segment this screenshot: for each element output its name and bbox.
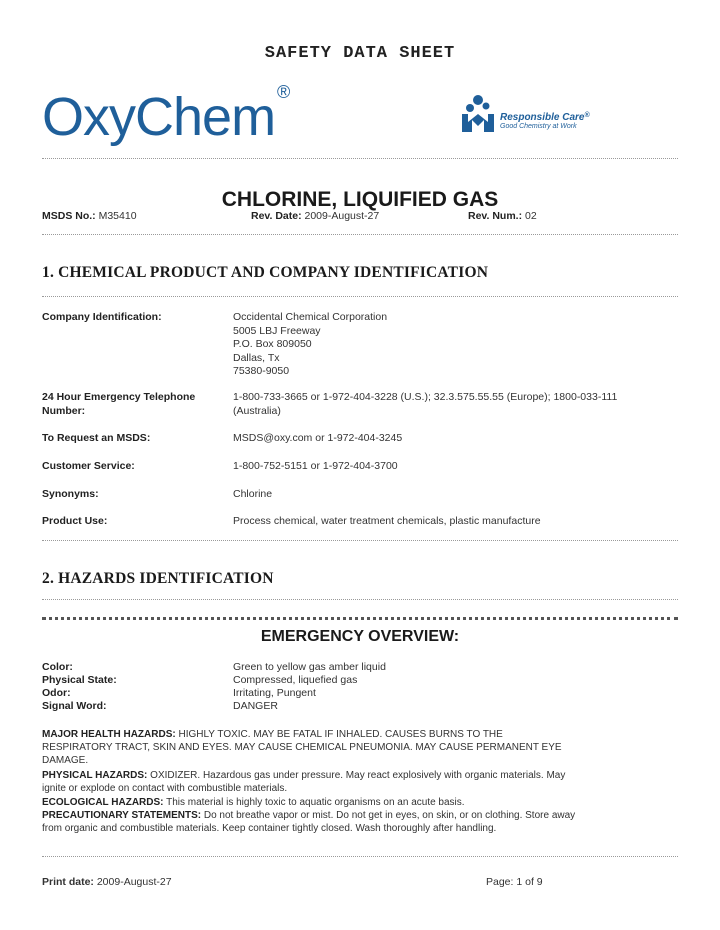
divider	[42, 234, 678, 235]
synonyms-value: Chlorine	[233, 488, 273, 500]
divider	[42, 158, 678, 159]
sheet-title: SAFETY DATA SHEET	[264, 44, 456, 63]
overview-labels: Color: Physical State: Odor: Signal Word:	[42, 661, 117, 712]
customer-service-value: 1-800-752-5151 or 1-972-404-3700	[233, 460, 398, 472]
synonyms-label: Synonyms:	[42, 488, 99, 500]
divider	[42, 599, 678, 600]
overview-values: Green to yellow gas amber liquid Compressed, liquefied gas Irritating, Pungent DANGER	[233, 661, 386, 712]
customer-service-label: Customer Service:	[42, 460, 135, 472]
document-title: CHLORINE, LIQUIFIED GAS	[221, 188, 499, 211]
rc-logo-line1: Responsible Care®	[500, 112, 590, 123]
divider	[42, 296, 678, 297]
print-date: Print date: 2009-August-27	[42, 876, 172, 888]
responsible-care-logo	[458, 92, 598, 142]
responsible-care-hands-icon	[458, 92, 498, 138]
revision-number: Rev. Num.: 02	[468, 210, 537, 222]
divider	[42, 856, 678, 857]
emergency-overview-title: EMERGENCY OVERVIEW:	[260, 628, 460, 645]
precautionary-statements: PRECAUTIONARY STATEMENTS: Do not breathe vapor or mist. Do not get in eyes, on skin, or on clothing. Store away from organic and combustible materials. Keep container tightly closed. Wash thoroughly after handling.	[42, 810, 576, 835]
section2-heading: 2. HAZARDS IDENTIFICATION	[42, 570, 274, 587]
ecological-hazards: ECOLOGICAL HAZARDS: This material is highly toxic to aquatic organisms on an acute basis.	[42, 797, 465, 808]
major-health-hazards: MAJOR HEALTH HAZARDS: HIGHLY TOXIC. MAY BE FATAL IF INHALED. CAUSES BURNS TO THE RESPIRATORY TRACT, SKIN AND EYES. MAY CAUSE CHEMICAL PNEUMONIA. MAY CAUSE PERMANENT EYE DAMAGE.	[42, 729, 562, 767]
emergency-phone-value: 1-800-733-3665 or 1-972-404-3228 (U.S.); 32.3.575.55.55 (Europe); 1800-033-111 (Australia)	[233, 391, 618, 417]
rc-logo-line2: Good Chemistry at Work	[500, 123, 577, 130]
registered-mark: ®	[277, 82, 290, 102]
physical-hazards: PHYSICAL HAZARDS: OXIDIZER. Hazardous gas under pressure. May react explosively with organic materials. May ignite or explode on contact with combustible materials.	[42, 770, 566, 795]
oxychem-logo	[42, 82, 290, 148]
request-msds-value: MSDS@oxy.com or 1-972-404-3245	[233, 432, 403, 444]
dotted-separator	[42, 617, 678, 620]
request-msds-label: To Request an MSDS:	[42, 432, 151, 444]
company-id-label: Company Identification:	[42, 311, 162, 323]
msds-number: MSDS No.: M35410	[42, 210, 137, 222]
product-use-value: Process chemical, water treatment chemicals, plastic manufacture	[233, 515, 541, 527]
page-number: Page: 1 of 9	[486, 876, 543, 888]
company-id-value: Occidental Chemical Corporation 5005 LBJ Freeway P.O. Box 809050 Dallas, Tx 75380-9050	[233, 311, 388, 377]
revision-date: Rev. Date: 2009-August-27	[251, 210, 380, 222]
logo-text: OxyChem	[42, 87, 276, 147]
section1-heading: 1. CHEMICAL PRODUCT AND COMPANY IDENTIFICATION	[42, 264, 489, 281]
product-use-label: Product Use:	[42, 515, 108, 527]
emergency-phone-label: 24 Hour Emergency Telephone Number:	[42, 391, 196, 417]
divider	[42, 540, 678, 541]
